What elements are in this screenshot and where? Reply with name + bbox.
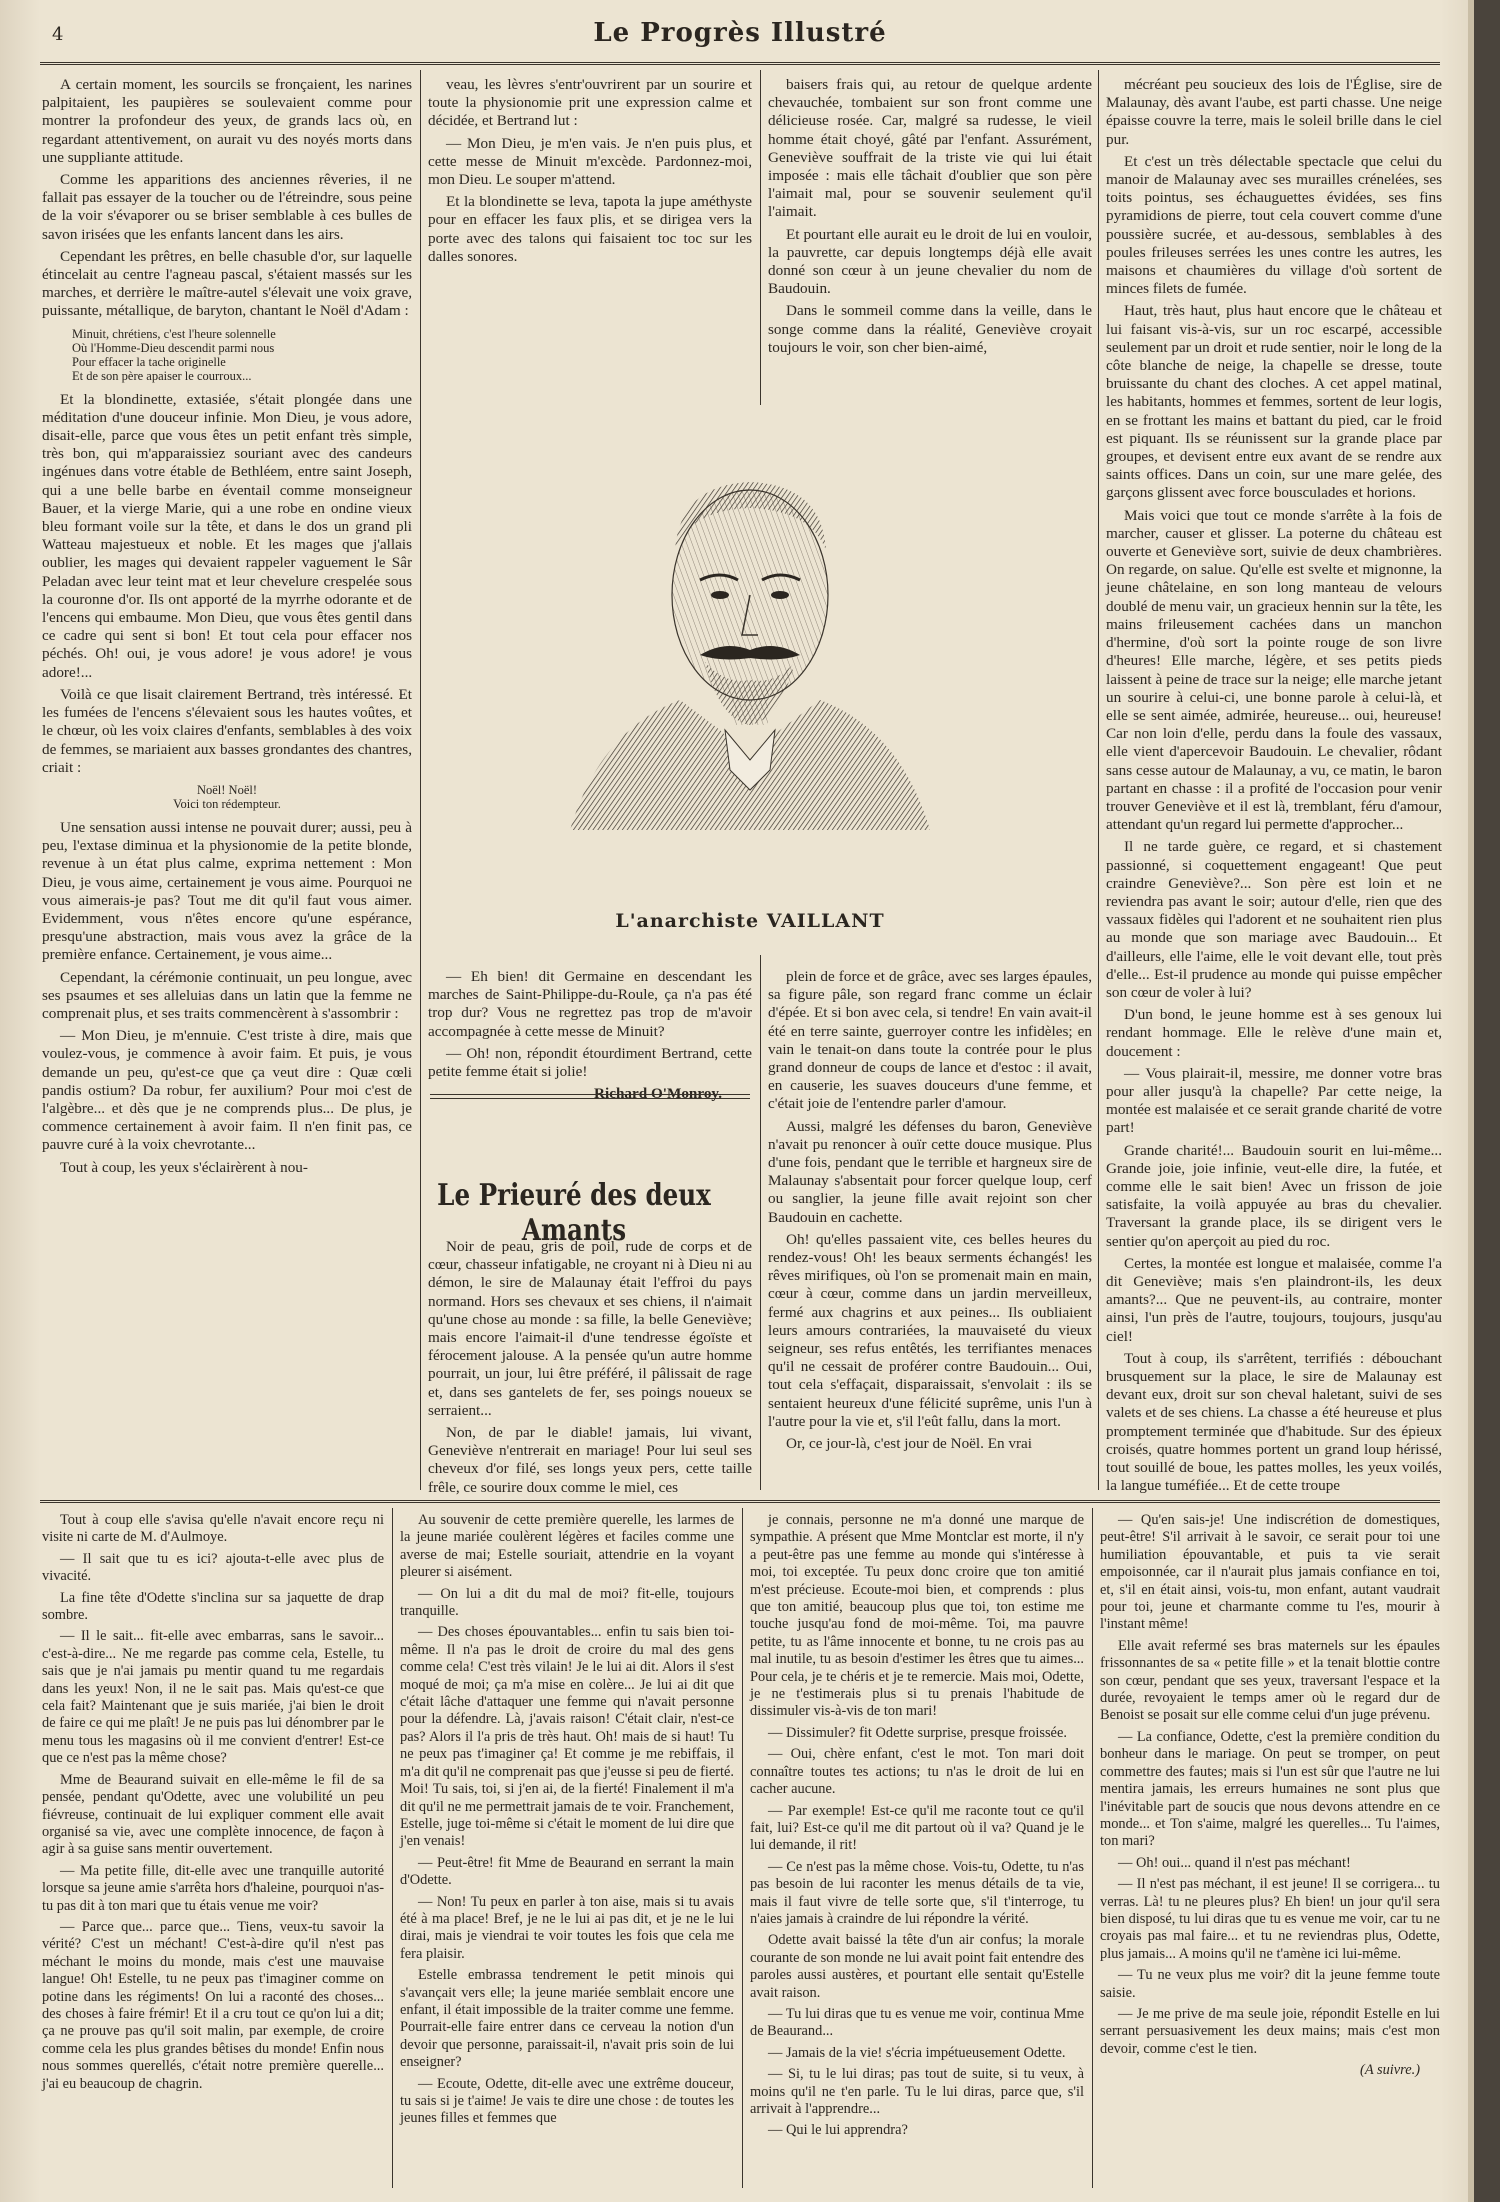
paragraph: Il ne tarde guère, ce regard, et si chastement passionné, si coquettement engageant! Que peut craindre Geneviève?... Son père est loin et ne reviendra pas avant le soir; autour d'elle, rien que des vassaux fidèles qui l'adorent et ne souhaitent rien plus au monde que son mariage avec Baudouin... Et d'ailleurs, elle l'aime, elle le voit devant elle, tout près d'elle... Est-il prudence au monde qui puisse empêcher son cœur de voler à lui? <box>1106 838 1442 1001</box>
paragraph: — Tu ne veux plus me voir? dit la jeune femme toute saisie. <box>1100 1967 1440 2001</box>
paragraph: Mais voici que tout ce monde s'arrête à la fois de marcher, causer et glisser. La poterne du château est ouverte et Geneviève sort, suivie de deux chambrières. On regarde, on salue. Qu'elle est svelte et mignonne, la jeune châtelaine, en son long manteau de velours doublé de menu vair, un gracieux hennin sur la tête, les mains frileusement cachées dans un manchon d'hermine, d'où sort la pointe rouge de son livre d'heures! Elle marche, légère, et ses petits pieds laissent à peine de trace sur la neige; elle marche jetant un sourire à celui-ci, une bonne parole à celui-là, et elle se sent aimée, admirée, heureuse... oui, heureuse! Car non loin d'elle, perdu dans la foule des vassaux, elle vient d'apercevoir Baudouin. Le chevalier, rôdant sans cesse autour de Malaunay, a vu, ce matin, le baron partant en chasse : il a profité de l'occasion pour venir trouver Geneviève et il est là, tremblant, féru d'amour, attendant qu'un regard lui permette d'approcher... <box>1106 506 1442 834</box>
paragraph: — Des choses épouvantables... enfin tu sais bien toi-même. Il n'a pas le droit de croire du mal des gens comme cela! C'est très vilain! Je le lui ai dit. Alors il s'est moqué de moi; ça m'a mise en colère... Je lui ai dit que c'était lâche d'attaquer une femme qui n'avait personne pour la défendre. Là, j'avais raison! C'était clair, n'est-ce pas? Alors il l'a pris de très haut. Oh! mais de si haut! Tu ne peux pas t'imaginer ça! Et comme je me rebiffais, il m'a dit qu'il ne comprenait pas que j'eusse si peu de fierté. Moi! Tu sais, toi, si j'en ai, de la fierté! Finalement il m'a dit qu'il ne me permettrait jamais de te voir. Franchement, Estelle, juge toi-même si c'était le moment de lui dire que j'en venais! <box>400 1624 734 1850</box>
paragraph: — Il le sait... fit-elle avec embarras, sans le savoir... c'est-à-dire... Ne me regarde pas comme cela, Estelle, tu sais que je n'ai jamais pu mentir quand tu me regardais dans les yeux! Non, il ne le sait pas. Mais qu'est-ce que cela fait? Maintenant que je suis mariée, j'ai bien le droit de faire ce qui me plaît! Je ne puis pas lui dénombrer par le menu tous les magasins où il me convient d'entrer! Est-ce que ce n'est pas la même chose? <box>42 1628 384 1767</box>
masthead-rule <box>40 62 1440 65</box>
masthead-title: Le Progrès Illustré <box>593 18 887 48</box>
paragraph: — Jamais de la vie! s'écria impétueusement Odette. <box>768 2044 1066 2061</box>
column-divider <box>1092 1508 1093 2188</box>
paragraph: mécréant peu soucieux des lois de l'Église, sire de Malaunay, dès avant l'aube, est parti chasse. Une neige épaisse couvre la terre, mais le soleil brille dans le ciel pur. <box>1106 76 1442 148</box>
paragraph: — La confiance, Odette, c'est la première condition du bonheur dans le mariage. On peut se tromper, on peut commettre des fautes; mais si l'un est sûr que l'autre ne lui mentira jamais, les erreurs humaines ne sont plus que l'inévitable part de soucis que nous devons attendre en ce monde... et Ton s'aime, malgré les querelles... Tu l'aimes, ton mari? <box>1100 1728 1440 1850</box>
paragraph: — Qu'en sais-je! Une indiscrétion de domestiques, peut-être! S'il arrivait à le savoir, ce serait pour toi une humiliation épouvantable, et puis ta vie serait empoisonnée, car il n'aurait plus jamais confiance en toi, et, s'il en était ainsi, vois-tu, mon enfant, autant vaudrait pour toi, jeune et charmante comme tu l'es, mourir à l'instant même! <box>1100 1512 1440 1633</box>
paragraph: Au souvenir de cette première querelle, les larmes de la jeune mariée coulèrent légères et faciles comme une averse de mai; Estelle souriait, attendrie en la voyant pleurer si aisément. <box>400 1512 734 1581</box>
paragraph: — Ma petite fille, dit-elle avec une tranquille autorité lorsque sa jeune amie s'arrêta hors d'haleine, pourquoi n'as-tu pas dit à ton mari que tu étais venue me voir? <box>42 1862 384 1914</box>
paragraph: — Il n'est pas méchant, il est jeune! Il se corrigera... tu verras. Là! tu ne pleures plus? Eh bien! un jour qu'il sera bien disposé, tu lui diras que tu es venue me voir, car tu ne croyais pas mal faire... et tu ne reviendras plus, Odette, plus jamais... A moins qu'il ne t'amène ici lui-même. <box>1100 1876 1440 1962</box>
article-column-2-end <box>428 968 752 1103</box>
paragraph: Mme de Beaurand suivait en elle-même le fil de sa pensée, pendant qu'Odette, avec une volubilité un peu fiévreuse, continuait de lui expliquer comment elle avait organisé sa vie, avec une complète innocence, de façon à agir à sa guise sans mentir ouvertement. <box>42 1771 384 1858</box>
paragraph: Comme les apparitions des anciennes rêveries, il ne fallait pas essayer de la toucher ou de l'étreindre, sous peine de la voir s'évaporer ou se briser semblable à ces bulles de savon irisées que les enfants lancent dans les airs. <box>42 171 412 243</box>
paragraph: Oh! qu'elles passaient vite, ces belles heures du rendez-vous! Oh! les beaux serments échangés! les rêves mirifiques, où l'on se promenait main en main, cœur à cœur, comme dans un jardin merveilleux, fermé aux chagrins et aux peines... Ils oubliaient leurs amours contrariées, la mauvaiseté du vieux seigneur, ses refus entêtés, les terrifiantes menaces qu'il ne cessait de proférer contre Baudouin... Oui, tout cela s'effaçait, disparaissait, s'envolait : ils se sentaient heureux d'une félicité suprême, unis l'un à l'autre pour la vie et, s'il l'eût fallu, dans la mort. <box>768 1230 1092 1430</box>
article-column-2-top <box>428 76 752 336</box>
paragraph: — Peut-être! fit Mme de Beaurand en serrant la main d'Odette. <box>400 1854 734 1889</box>
paragraph: — Non! Tu peux en parler à ton aise, mais si tu avais été à ma place! Bref, je ne le lui ai pas dit, et je ne le lui dirai, mais je viendrai te voir toutes les fois que cela me fera plaisir. <box>400 1893 734 1962</box>
paragraph: Voilà ce que lisait clairement Bertrand, très intéressé. Et les fumées de l'encens s'élevaient sous les hautes voûtes, et le chœur, où les voix claires d'enfants, semblables à des voix de femmes, se mariaient aux basses grondantes des chantres, criait : <box>42 685 412 776</box>
verse-line: Où l'Homme-Dieu descendit parmi nous <box>72 340 275 355</box>
feuilleton-column-1 <box>42 1512 384 2192</box>
page-shadow <box>1474 0 1500 2202</box>
paragraph: D'un bond, le jeune homme est à ses genoux lui rendant hommage. Elle le relève d'une main et, doucement : <box>1106 1006 1442 1060</box>
paragraph: — Je me prive de ma seule joie, répondit Estelle en lui serrant persuasivement les deux mains; mais c'est mon devoir, comme c'est le tien. <box>1100 2005 1440 2057</box>
feuilleton-column-4 <box>1100 1512 1440 2192</box>
paragraph: Grande charité!... Baudouin sourit en lui-même... Grande joie, joie infinie, veut-elle dire, la futée, et comme elle le sait bien! Avec un frisson de joie satisfaite, la voilà appuyée au bras du chevalier. Traversant la grande place, ils se dirigent vers le sentier qu'on aperçoit au pied du roc. <box>1106 1141 1442 1250</box>
paragraph: veau, les lèvres s'entr'ouvrirent par un sourire et toute la physionomie prit une expression calme et décidée, et Bertrand lut : <box>428 76 752 130</box>
column-divider <box>420 70 421 1490</box>
paragraph: Et pourtant elle aurait eu le droit de lui en vouloir, la pauvrette, car depuis longtemps déjà elle avait donné son cœur à un jeune chevalier du nom de Baudouin. <box>768 225 1092 298</box>
paragraph: plein de force et de grâce, avec ses larges épaules, sa figure pâle, son regard franc comme un éclair d'épée. Et si bon avec cela, si tendre! En vain avait-il été en terre sainte, guerroyer contre les infidèles; en vain le tenait-on dans toute la contrée pour le plus grand donneur de coups de lance et d'estoc : il avait, en causerie, les suaves douceurs d'une femme, et c'était joie de l'entendre parler d'amour. <box>768 968 1092 1113</box>
story-title: Le Prieuré des deux Amants <box>437 1178 711 1248</box>
article-rule <box>430 1098 750 1099</box>
article-column-4 <box>1106 76 1442 1495</box>
paragraph: Tout à coup elle s'avisa qu'elle n'avait encore reçu ni visite ni carte de M. d'Aulmoye. <box>42 1512 384 1546</box>
paragraph: Tout à coup, ils s'arrêtent, terrifiés : débouchant brusquement sur la place, le sire de Malaunay est devant eux, droit sur son cheval haletant, suivi de ses valets et de ses chiens. La chasse a été heureuse et plus promptement terminée que d'habitude. Sur des épieux croisés, quatre hommes portent un grand loup hérissé, tout souillé de boue, les pattes molles, les yeux voilés, la langue tuméfiée... Et de cette troupe <box>1106 1349 1442 1495</box>
paragraph: A certain moment, les sourcils se fronçaient, les narines palpitaient, les paupières se soulevaient comme pour montrer la profondeur des yeux, de grands lacs où, en regardant attentivement, on aurait vu des noyés morts dans une suppliante attitude. <box>42 76 412 166</box>
verse-line: Pour effacer la tache originelle <box>72 354 226 369</box>
article-column-3-top <box>768 76 1092 406</box>
paragraph: — Eh bien! dit Germaine en descendant les marches de Saint-Philippe-du-Roule, ça n'a pas été trop dur? Vous ne regrettez pas trop de m'avoir accompagnée à cette messe de Minuit? <box>428 968 752 1040</box>
paragraph: Une sensation aussi intense ne pouvait durer; aussi, peu à peu, l'extase diminua et la physionomie de la petite blonde, revenue à un état plus calme, exprima nettement : Mon Dieu, je vous aime, certainement je vous aime. Pourquoi ne vous aimerais-je pas? Tout me dit qu'il faut vous aimer. Evidemment, vous n'êtes encore qu'une espérance, presqu'une abstraction, mais vous avez la grâce de la première enfance. Certainement, je vous aime... <box>42 818 412 964</box>
verse-line: Et de son père apaiser le courroux... <box>72 368 252 383</box>
article-column-2-story <box>428 1238 752 1496</box>
song-verse <box>72 327 412 383</box>
paragraph: — Il sait que tu es ici? ajouta-t-elle avec plus de vivacité. <box>42 1550 384 1585</box>
paragraph: Noir de peau, gris de poil, rude de corps et de cœur, chasseur infatigable, ne croyant ni à Dieu ni au démon, le sire de Malaunay était l'effroi du pays normand. Hors ses chevaux et ses chiens, il n'aimait qu'une chose au monde : sa fille, la belle Geneviève; mais encore l'aimait-il d'une tendresse égoïste et férocement jalouse. A la pensée qu'un autre homme pourrait, un jour, lui être préféré, il pâlissait de rage et, dans ses gantelets de fer, ses poings noueux se serraient... <box>428 1238 752 1419</box>
column-divider <box>742 1508 743 2188</box>
paragraph: — Ce n'est pas la même chose. Vois-tu, Odette, tu n'as pas besoin de lui raconter les menus détails de ta vie, mais il faut vivre de telle sorte que, s'il t'interroge, tu n'aies jamais à craindre de lui répondre la vérité. <box>750 1858 1084 1927</box>
paragraph: — Oh! oui... quand il n'est pas méchant! <box>1118 1854 1351 1871</box>
paragraph: La fine tête d'Odette s'inclina sur sa jaquette de drap sombre. <box>42 1589 384 1624</box>
verse-line: Minuit, chrétiens, c'est l'heure solennelle <box>72 326 276 341</box>
paragraph: — Tu lui diras que tu es venue me voir, continua Mme de Beaurand... <box>750 2005 1084 2040</box>
paragraph: Cependant, la cérémonie continuait, un peu longue, avec ses psaumes et ses alleluias dans un latin que la femme ne comprenait plus, et ses traits commencèrent à s'assombrir : <box>42 968 412 1022</box>
paragraph: — Vous plairait-il, messire, me donner votre bras pour aller jusqu'à la chapelle? Par cette neige, la montée est malaisée et ce serait grande charité de votre part! <box>1106 1064 1442 1137</box>
paragraph: — Mon Dieu, je m'en vais. Je n'en puis plus, et cette messe de Minuit m'excède. Pardonnez-moi, mon Dieu. Le souper m'attend. <box>428 134 752 189</box>
article-rule <box>430 1094 750 1095</box>
paragraph: Estelle embrassa tendrement le petit minois qui s'avançait vers elle; la jeune mariée semblait encore une enfant, il était impossible de la traiter comme une femme. Pourrait-elle faire entrer dans ce cerveau la notion d'un devoir que personne, paraissait-il, n'avait pris soin de lui enseigner? <box>400 1967 734 2071</box>
feuilleton-column-3 <box>750 1512 1084 2192</box>
feuilleton-column-2 <box>400 1512 734 2192</box>
article-column-1 <box>42 76 412 1491</box>
paragraph: Dans le sommeil comme dans la veille, dans le songe comme dans la réalité, Geneviève croyait toujours le voir, son cher bien-aimé, <box>768 302 1092 356</box>
paragraph: — Dissimuler? fit Odette surprise, presque froissée. <box>768 1724 1067 1741</box>
paragraph: Aussi, malgré les défenses du baron, Geneviève n'avait pu renoncer à ouïr cette douce musique. Plus d'une fois, pendant que le terrible et hargneux sire de Malaunay s'absentait pour forcer quelque loup, cerf ou sanglier, la jeune fille avait rejoint son cher Baudouin en cachette. <box>768 1117 1092 1226</box>
section-rule <box>40 1500 1440 1503</box>
paragraph: — On lui a dit du mal de moi? fit-elle, toujours tranquille. <box>400 1585 734 1620</box>
paragraph: Et c'est un très délectable spectacle que celui du manoir de Malaunay avec ses murailles crénelées, ses toits pointus, ses échauguettes évidées, ses fins pyramidions de pierre, tout cela couvert comme d'une poussière sucrée, et au-dessous, semblables à des poules frileuses serrées les unes contre les autres, les maisons et chaumières du village d'où sortent de minces filets de fumée. <box>1106 152 1442 298</box>
paragraph: — Ecoute, Odette, dit-elle avec une extrême douceur, tu sais si je t'aime! Je vais te dire une chose : de toutes les jeunes filles et femmes que <box>400 2075 734 2127</box>
paragraph: Et la blondinette, extasiée, s'était plongée dans une méditation d'une douceur infinie. Mon Dieu, je vous adore, disait-elle, parce que vous êtes un petit enfant très simple, très bon, qui m'apparaissiez souriant avec des candeurs ingénues dans votre étable de Bethléem, entre saint Joseph, qui a une belle barbe en éventail comme monseigneur Bauer, et la vierge Marie, qui a une robe en ondine vieux bleu formant voile sur la tête, et dans le dos un grand pli Watteau majestueux et noble. Et les mages que j'allais oublier, les mages qui devaient rappeler vaguement le Sâr Peladan avec leur teint mat et leur chevelure crespelée sous la couronne d'or. Ils ont apporté de la myrrhe odorante et de l'encens qui embaume. Mon Dieu, que vous êtes gentil dans ce cadre qui sent si bon! Et tout cela pour effacer nos péchés. Oh! oui, je vous adore! je vous adore! je vous adore!... <box>42 390 412 681</box>
paragraph: Elle avait refermé ses bras maternels sur les épaules frissonnantes de sa « petite fille » et la tenait blottie contre son cœur, pendant que ses yeux, traversant l'espace et la durée, revoyaient le temps amer où le regard dur de Benoist se posait sur elle comme celui d'un juge prévenu. <box>1100 1637 1440 1724</box>
paragraph: — Par exemple! Est-ce qu'il me raconte tout ce qu'il fait, lui? Est-ce qu'il me dit partout où il va? Quand je le lui demande, il rit! <box>750 1802 1084 1854</box>
paragraph: — Parce que... parce que... Tiens, veux-tu savoir la vérité? C'est un méchant! C'est-à-dire qu'il n'est pas méchant le moins du monde, mais c'est une mauvaise langue! Oh! Estelle, tu ne peux pas t'imaginer comme on potine dans les régiments! On lui a raconté des choses... des choses à faire frémir! Et il a cru tout ce qu'on lui a dit; ça ne prouve pas qu'il soit malin, par exemple, de croire comme cela les plus grandes bêtises du monde! Enfin nous nous sommes querellés, c'était notre première querelle... j'ai eu beaucoup de chagrin. <box>42 1918 384 2092</box>
paragraph: Et la blondinette se leva, tapota la jupe améthyste pour en effacer les faux plis, et se dirigea vers la porte avec des talons qui faisaient toc toc sur les dalles sonores. <box>428 193 752 265</box>
paragraph: je connais, personne ne m'a donné une marque de sympathie. A présent que Mme Montclar est morte, il n'y a peut-être pas une femme au monde qui s'intéresse à moi, toi exceptée. Tu peux donc croire que ton amitié m'est précieuse. Ecoute-moi bien, et comprends : plus que ton amitié, beaucoup plus que toi, ton estime me touche jusqu'au fond de moi-même. Toi, ma pauvre petite, tu as l'âme innocente et bonne, tu ne crois pas au mal inutile, tu as besoin d'estimer les êtres que tu aimes... Pour cela, je te chéris et je te remercie. Mais moi, Odette, je ne t'estimerais plus si tu prenais l'habitude de dissimuler vis-à-vis de ton mari! <box>750 1512 1084 1720</box>
column-divider <box>392 1508 393 2188</box>
paragraph: — Oui, chère enfant, c'est le mot. Ton mari doit connaître toutes tes actions; tu n'as le droit de lui en cacher aucune. <box>750 1746 1084 1798</box>
paragraph: Cependant les prêtres, en belle chasuble d'or, sur laquelle étincelait au centre l'agneau pascal, s'étaient massés sur les marches, et derrière le maître-autel s'élevait une voix grave, puissante, métallique, de baryton, chantant le Noël d'Adam : <box>42 247 412 320</box>
article-column-3-story <box>768 968 1092 1493</box>
column-divider <box>1098 70 1099 1490</box>
portrait-engraving <box>560 430 940 850</box>
paragraph: Odette avait baissé la tête d'un air confus; la morale courante de son monde ne lui avait point fait entendre des paroles aussi austères, et pourtant elle sentait qu'Estelle avait raison. <box>750 1932 1084 2001</box>
paragraph: baisers frais qui, au retour de quelque ardente chevauchée, tombaient sur son front comme une délicieuse rosée. Car, malgré sa rudesse, le vieil homme était choyé, gâté par l'enfant. Assurément, Geneviève souffrait de la triste vie qui lui était imposée : mais elle tâchait d'oublier que son père l'aimait mal, pour se souvenir seulement qu'il l'aimait. <box>768 76 1092 221</box>
verse-line: Noël! Noël! <box>196 782 258 797</box>
paragraph: — Si, tu le lui diras; pas tout de suite, si tu veux, à moins qu'il ne t'en parle. Tu le lui diras, parce que, s'il arrivait à l'apprendre... <box>750 2066 1084 2117</box>
page-mark: 4 <box>52 24 64 45</box>
song-verse <box>42 783 412 811</box>
verse-line: Voici ton rédempteur. <box>173 796 281 811</box>
paragraph: — Oh! non, répondit étourdiment Bertrand, cette petite femme était si jolie! <box>428 1044 752 1081</box>
paragraph: Or, ce jour-là, c'est jour de Noël. En vrai <box>786 1435 1032 1453</box>
author-signature: Richard O'Monroy. <box>594 1085 722 1103</box>
paragraph: — Mon Dieu, je m'ennuie. C'est triste à dire, mais que voulez-vous, je commence à avoir faim. Et puis, je vous demande un peu, qu'est-ce que ça veut dire : Quæ cœli pandis ostium? Da robur, fer auxilium? Pour moi c'est de l'algèbre... et dès que je ne comprends plus... De plus, je commence certainement à avoir faim. Il n'en finit pas, ce pauvre curé à la voix chevrotante... <box>42 1027 412 1154</box>
paragraph: Non, de par le diable! jamais, lui vivant, Geneviève n'entrerait en mariage! Pour lui seul ses cheveux d'or filé, ses longs yeux pers, cette taille frêle, ce sourire doux comme le miel, ces <box>428 1424 752 1496</box>
paragraph: — Qui le lui apprendra? <box>768 2122 908 2139</box>
paragraph: Certes, la montée est longue et malaisée, comme l'a dit Geneviève; mais s'en plaindront-ils, les deux amants?... Que ne peuvent-ils, au contraire, monter ainsi, l'un près de l'autre, toujours, toujours, jusqu'au ciel! <box>1106 1254 1442 1345</box>
paragraph: Haut, très haut, plus haut encore que le château et lui faisant vis-à-vis, sur un roc escarpé, accessible seulement par un droit et rude sentier, noir le long de la côte blanche de neige, la chapelle se dresse, toute bruissante du chant des cloches. A cet appel matinal, les habitants, hommes et femmes, sortent de leur logis, en se frottant les mains et battant du pied, car le froid est piquant. Ils se réunissent sur la grande place par groupes, et devisent entre eux avant de se rendre aux saints offices. Dans un coin, sur une mare gelée, des garçons glissent avec force bousculades et horions. <box>1106 302 1442 502</box>
paragraph: Tout à coup, les yeux s'éclairèrent à nou- <box>60 1158 308 1176</box>
portrait-caption: L'anarchiste VAILLANT <box>615 910 885 932</box>
to-be-continued: (A suivre.) <box>1360 2062 1420 2079</box>
